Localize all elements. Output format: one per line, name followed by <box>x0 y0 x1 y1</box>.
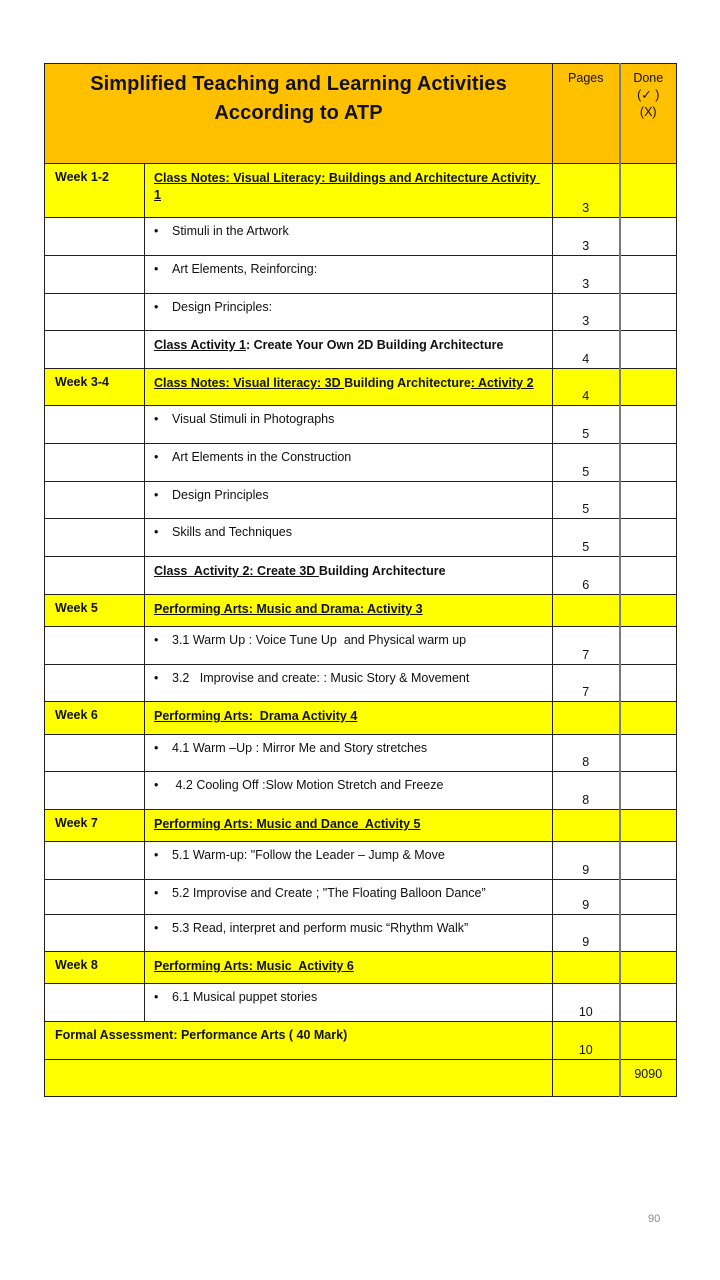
empty-week-cell <box>45 772 145 810</box>
done-cell[interactable] <box>620 1022 677 1060</box>
subtopic-cell <box>145 772 553 810</box>
empty-week-cell <box>45 482 145 519</box>
topic-cell <box>145 369 553 406</box>
bullet-icon: • <box>154 990 159 1004</box>
empty-week-cell <box>45 627 145 665</box>
empty-week-cell <box>45 444 145 482</box>
week-label: Week 6 <box>55 708 98 722</box>
done-cell[interactable] <box>620 519 677 557</box>
week-cell <box>45 164 145 218</box>
x-mark-icon: (X) <box>639 105 657 119</box>
week-row <box>45 164 677 218</box>
empty-week-cell <box>45 331 145 369</box>
topic-text-segment: Performing Arts: Drama Activity 4 <box>154 709 358 723</box>
subtopic-cell <box>145 665 553 702</box>
done-cell[interactable] <box>620 294 677 331</box>
topic-text-segment: : Create Your Own 2D Building Architecture <box>245 338 504 352</box>
pages-value: 5 <box>582 465 590 479</box>
subtopic-text: Stimuli in the Artwork <box>172 224 289 238</box>
pages-cell <box>553 1060 620 1097</box>
topic-text-segment: Performing Arts: Music and Drama: Activity 3 <box>154 602 423 616</box>
week-row <box>45 952 677 984</box>
done-cell[interactable] <box>620 369 677 406</box>
done-cell[interactable] <box>620 772 677 810</box>
assessment-cell <box>45 1022 553 1060</box>
table-row <box>45 665 677 702</box>
topic-cell <box>145 164 553 218</box>
topic-text-segment: Class Activity 1 <box>154 338 246 352</box>
subtopic-cell <box>145 915 553 952</box>
subtopic-cell <box>145 406 553 444</box>
bullet-icon: • <box>154 921 159 935</box>
done-cell[interactable] <box>620 218 677 256</box>
topic-cell <box>145 702 553 735</box>
bullet-icon: • <box>154 778 159 792</box>
topic-text-segment: Class Notes: Visual Literacy: Buildings and Architecture Activity 1 <box>154 171 540 202</box>
week-label: Week 1-2 <box>55 170 109 184</box>
assessment-label: Formal Assessment: Performance Arts ( 40 Mark) <box>55 1028 348 1042</box>
done-cell[interactable] <box>620 482 677 519</box>
pages-cell <box>553 406 620 444</box>
week-label: Week 5 <box>55 601 98 615</box>
subtopic-cell <box>145 627 553 665</box>
week-cell <box>45 952 145 984</box>
pages-cell <box>553 557 620 595</box>
bullet-icon: • <box>154 300 159 314</box>
empty-week-cell <box>45 406 145 444</box>
pages-cell <box>553 665 620 702</box>
subtopic-cell <box>145 842 553 880</box>
bullet-icon: • <box>154 262 159 276</box>
done-cell[interactable] <box>620 256 677 294</box>
page-number: 90 <box>648 1213 661 1225</box>
pages-value: 3 <box>582 277 590 291</box>
done-cell[interactable] <box>620 880 677 915</box>
done-cell[interactable] <box>620 984 677 1022</box>
subtopic-text: 5.2 Improvise and Create ; "The Floating Balloon Dance” <box>172 886 486 900</box>
empty-week-cell <box>45 842 145 880</box>
bullet-icon: • <box>154 224 159 238</box>
pages-cell <box>553 164 620 218</box>
pages-value: 5 <box>582 540 590 554</box>
topic-cell <box>145 810 553 842</box>
table-row <box>45 406 677 444</box>
week-cell <box>45 810 145 842</box>
pages-value: 5 <box>582 502 590 516</box>
assessment-row <box>45 1022 677 1060</box>
topic-text-segment: Building Architecture <box>344 376 471 390</box>
subtopic-text: 3.1 Warm Up : Voice Tune Up and Physical warm up <box>172 633 467 647</box>
done-cell[interactable] <box>620 595 677 627</box>
pages-cell <box>553 369 620 406</box>
subtopic-text: 5.3 Read, interpret and perform music “Rhythm Walk” <box>172 921 469 935</box>
bullet-icon: • <box>154 671 159 685</box>
total-label-cell <box>45 1060 553 1097</box>
pages-cell <box>553 735 620 772</box>
pages-header-label: Pages <box>568 71 604 85</box>
empty-week-cell <box>45 256 145 294</box>
topic-text-segment: Class Activity 2: Create 3D <box>154 564 319 578</box>
pages-value: 8 <box>582 755 590 769</box>
done-cell[interactable] <box>620 702 677 735</box>
week-cell <box>45 369 145 406</box>
done-column-header <box>620 64 677 164</box>
subtopic-text: 4.1 Warm –Up : Mirror Me and Story stretches <box>172 741 428 755</box>
week-label: Week 3-4 <box>55 375 109 389</box>
topic-text-segment: : Activity 2 <box>470 376 534 390</box>
pages-cell <box>553 702 620 735</box>
pages-cell <box>553 772 620 810</box>
pages-value: 6 <box>582 578 590 592</box>
pages-value: 4 <box>582 352 590 366</box>
pages-value: 9 <box>582 863 590 877</box>
pages-cell <box>553 984 620 1022</box>
topic-cell <box>145 331 553 369</box>
subtopic-text: Design Principles: <box>172 300 273 314</box>
table-row <box>45 880 677 915</box>
done-cell[interactable] <box>620 444 677 482</box>
table-row <box>45 519 677 557</box>
pages-value: 7 <box>582 648 590 662</box>
table-header-row <box>45 64 677 164</box>
empty-week-cell <box>45 665 145 702</box>
table-title <box>45 64 553 164</box>
done-cell[interactable] <box>620 842 677 880</box>
subtopic-text: Visual Stimuli in Photographs <box>172 412 335 426</box>
table-row <box>45 984 677 1022</box>
empty-week-cell <box>45 557 145 595</box>
pages-cell <box>553 482 620 519</box>
empty-week-cell <box>45 735 145 772</box>
pages-value: 9 <box>582 935 590 949</box>
subtopic-cell <box>145 482 553 519</box>
subtopic-text: Art Elements, Reinforcing: <box>172 262 318 276</box>
done-header-label: Done <box>633 71 664 85</box>
table-row <box>45 627 677 665</box>
title-line-1: Simplified Teaching and Learning Activities <box>90 73 507 95</box>
topic-text-segment: Performing Arts: Music and Dance Activity 5 <box>154 817 421 831</box>
pages-cell <box>553 218 620 256</box>
pages-cell <box>553 952 620 984</box>
done-cell[interactable] <box>620 557 677 595</box>
pages-value: 7 <box>582 685 590 699</box>
pages-value: 4 <box>582 389 590 403</box>
table-row <box>45 218 677 256</box>
subtopic-text: Design Principles <box>172 488 269 502</box>
table-row <box>45 915 677 952</box>
done-cell[interactable] <box>620 1060 677 1097</box>
week-row <box>45 369 677 406</box>
empty-week-cell <box>45 294 145 331</box>
subtopic-text: 3.2 Improvise and create: : Music Story & Movement <box>172 671 470 685</box>
table-row <box>45 331 677 369</box>
pages-value: 3 <box>582 239 590 253</box>
pages-cell <box>553 842 620 880</box>
check-mark-icon: (✓ ) <box>637 88 660 102</box>
topic-cell <box>145 952 553 984</box>
done-cell[interactable] <box>620 665 677 702</box>
topic-cell <box>145 557 553 595</box>
bullet-icon: • <box>154 633 159 647</box>
pages-cell <box>553 256 620 294</box>
subtopic-text: Art Elements in the Construction <box>172 450 352 464</box>
done-cell[interactable] <box>620 735 677 772</box>
week-label: Week 8 <box>55 958 98 972</box>
table-row <box>45 842 677 880</box>
pages-value: 10 <box>578 1043 593 1057</box>
bullet-icon: • <box>154 488 159 502</box>
subtopic-cell <box>145 444 553 482</box>
bullet-icon: • <box>154 525 159 539</box>
week-row <box>45 810 677 842</box>
subtopic-cell <box>145 218 553 256</box>
pages-cell <box>553 915 620 952</box>
topic-text-segment: Class Notes: Visual literacy: 3D <box>154 376 345 390</box>
subtopic-cell <box>145 984 553 1022</box>
subtopic-text: Skills and Techniques <box>172 525 292 539</box>
pages-value: 8 <box>582 793 590 807</box>
week-row <box>45 595 677 627</box>
bullet-icon: • <box>154 412 159 426</box>
pages-cell <box>553 880 620 915</box>
pages-cell <box>553 331 620 369</box>
atp-activities-table <box>44 63 677 1097</box>
done-cell[interactable] <box>620 810 677 842</box>
bullet-icon: • <box>154 450 159 464</box>
table-row <box>45 294 677 331</box>
done-cell[interactable] <box>620 915 677 952</box>
pages-value: 9 <box>582 898 590 912</box>
week-row <box>45 702 677 735</box>
done-cell[interactable] <box>620 627 677 665</box>
pages-value: 3 <box>582 201 590 215</box>
done-cell[interactable] <box>620 406 677 444</box>
subtopic-text: 5.1 Warm-up: "Follow the Leader – Jump & Move <box>172 848 445 862</box>
pages-cell <box>553 595 620 627</box>
title-line-2: According to ATP <box>214 102 383 124</box>
empty-week-cell <box>45 984 145 1022</box>
subtopic-cell <box>145 880 553 915</box>
pages-cell <box>553 627 620 665</box>
subtopic-text: 6.1 Musical puppet stories <box>172 990 318 1004</box>
subtopic-cell <box>145 256 553 294</box>
table-row <box>45 735 677 772</box>
week-cell <box>45 702 145 735</box>
pages-cell <box>553 519 620 557</box>
pages-column-header <box>553 64 620 164</box>
pages-cell <box>553 1022 620 1060</box>
table-row <box>45 557 677 595</box>
pages-value: 5 <box>582 427 590 441</box>
pages-value: 3 <box>582 314 590 328</box>
table-row <box>45 256 677 294</box>
subtopic-cell <box>145 735 553 772</box>
subtopic-cell <box>145 294 553 331</box>
table-row <box>45 482 677 519</box>
table-row <box>45 772 677 810</box>
pages-value: 10 <box>578 1005 593 1019</box>
empty-week-cell <box>45 218 145 256</box>
subtopic-cell <box>145 519 553 557</box>
bullet-icon: • <box>154 886 159 900</box>
bullet-icon: • <box>154 848 159 862</box>
week-cell <box>45 595 145 627</box>
pages-cell <box>553 444 620 482</box>
pages-cell <box>553 294 620 331</box>
week-label: Week 7 <box>55 816 98 830</box>
empty-week-cell <box>45 915 145 952</box>
total-row <box>45 1060 677 1097</box>
done-cell[interactable] <box>620 164 677 218</box>
table-row <box>45 444 677 482</box>
pages-cell <box>553 810 620 842</box>
topic-text-segment: Performing Arts: Music Activity 6 <box>154 959 354 973</box>
done-cell[interactable] <box>620 331 677 369</box>
subtopic-text: 4.2 Cooling Off :Slow Motion Stretch and Freeze <box>172 778 444 792</box>
bullet-icon: • <box>154 741 159 755</box>
empty-week-cell <box>45 519 145 557</box>
done-total-value: 9090 <box>634 1067 663 1081</box>
topic-text-segment: Building Architecture <box>318 564 446 578</box>
done-cell[interactable] <box>620 952 677 984</box>
topic-cell <box>145 595 553 627</box>
empty-week-cell <box>45 880 145 915</box>
